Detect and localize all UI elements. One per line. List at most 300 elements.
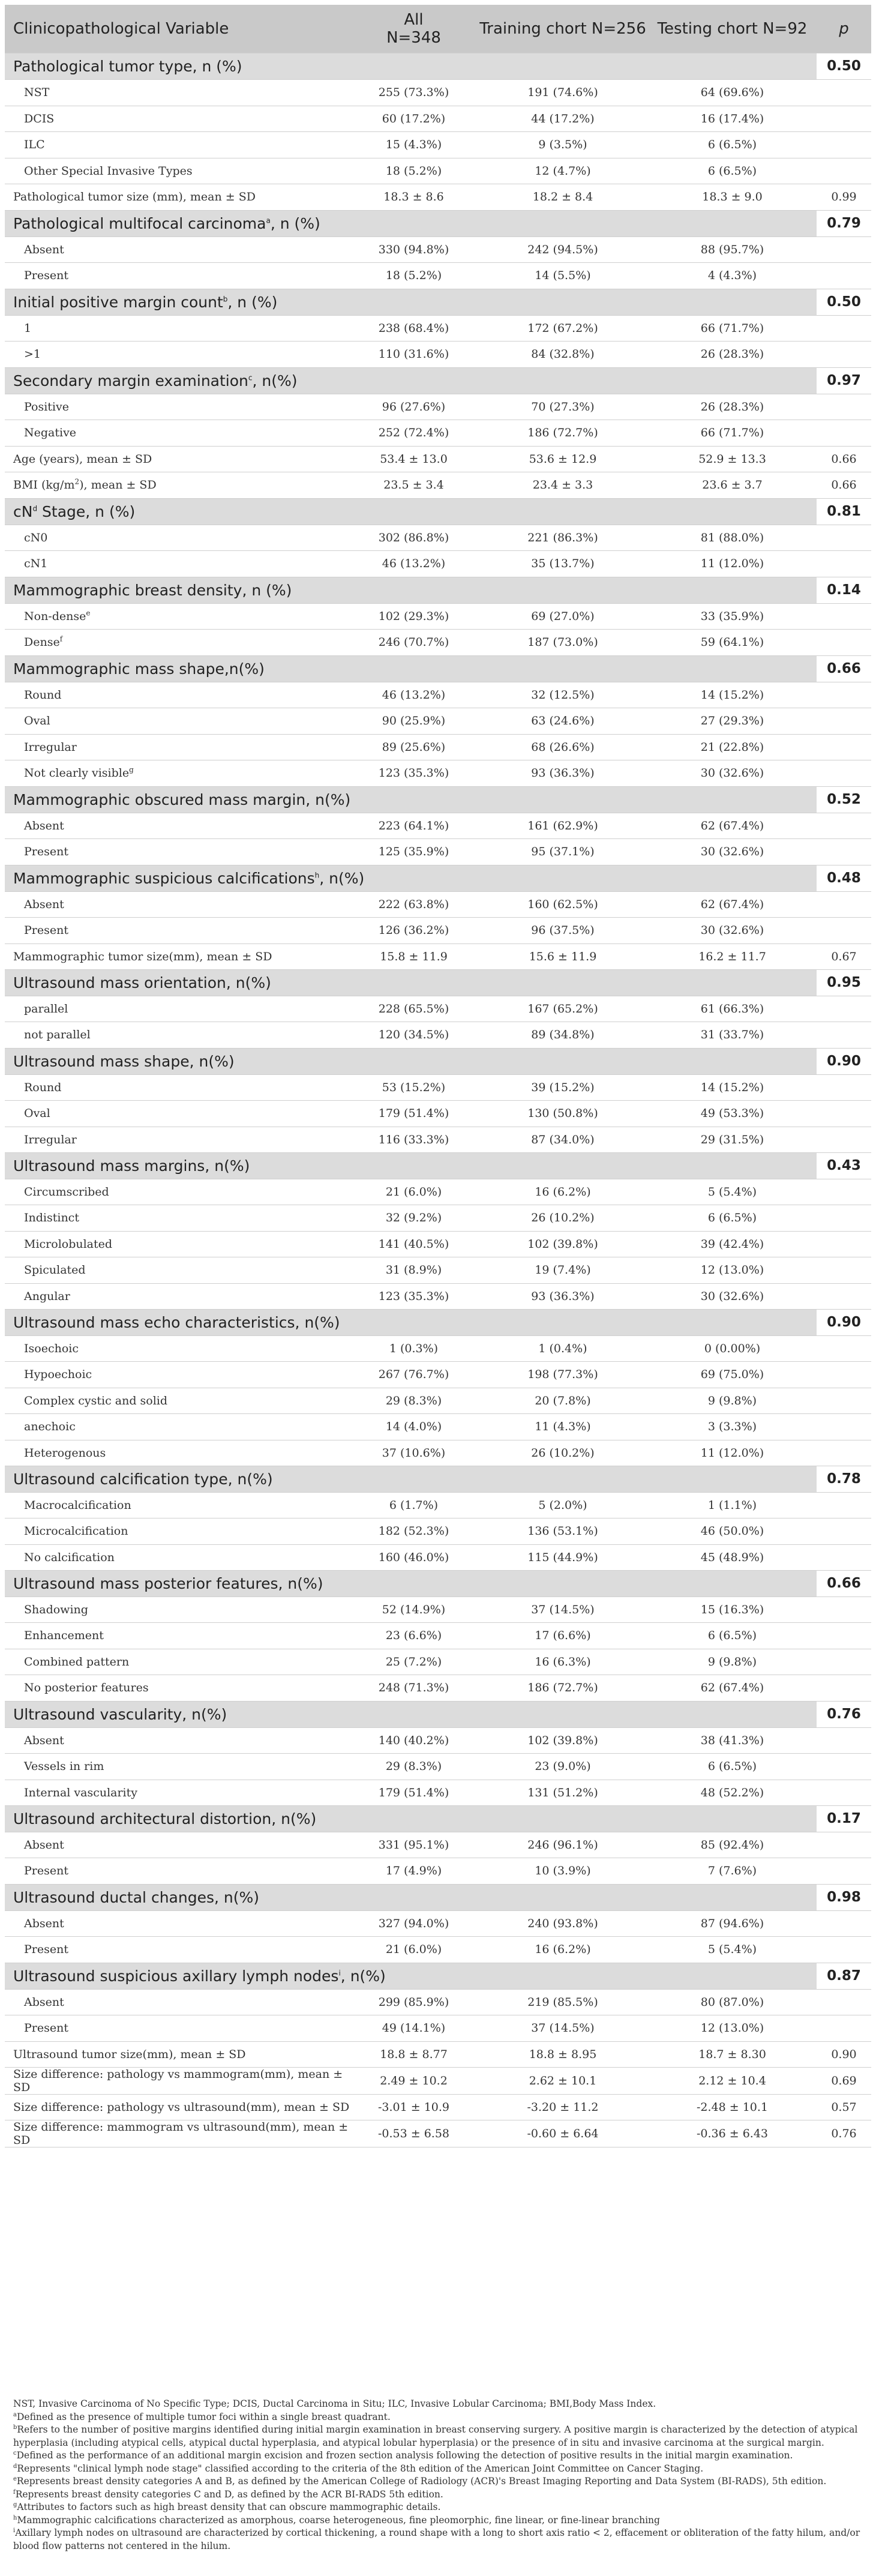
cell-training: 5 (2.0%) xyxy=(478,1492,648,1518)
cell-all: 18 (5.2%) xyxy=(350,158,478,184)
footnote xyxy=(13,2514,865,2527)
cell-testing: 59 (64.1%) xyxy=(648,629,817,655)
row-label-text: Enhancement xyxy=(24,1629,104,1642)
table-row xyxy=(5,1622,871,1649)
cell-training: 26 (10.2%) xyxy=(478,1440,648,1466)
table-row xyxy=(5,2041,871,2067)
table-row xyxy=(5,1910,871,1936)
cell-testing: 23.6 ± 3.7 xyxy=(648,472,817,498)
cell-all: 25 (7.2%) xyxy=(350,1649,478,1675)
p-value: 0.95 xyxy=(817,969,871,996)
cell-p xyxy=(817,1936,871,1963)
cell-training: 96 (37.5%) xyxy=(478,917,648,943)
cell-training: 89 (34.8%) xyxy=(478,1022,648,1048)
cell-training: 95 (37.1%) xyxy=(478,838,648,865)
table-row xyxy=(5,2094,871,2120)
cell-training: 20 (7.8%) xyxy=(478,1388,648,1413)
cell-all: 120 (34.5%) xyxy=(350,1022,478,1048)
cell-testing: 9 (9.8%) xyxy=(648,1388,817,1413)
table-row xyxy=(5,1074,871,1100)
cell-all: 53.4 ± 13.0 xyxy=(350,446,478,472)
cell-all: 53 (15.2%) xyxy=(350,1074,478,1100)
cell-testing: 16 (17.4%) xyxy=(648,106,817,131)
p-value: 0.52 xyxy=(817,786,871,813)
cell-training: 15.6 ± 11.9 xyxy=(478,943,648,969)
cell-testing: 33 (35.9%) xyxy=(648,603,817,629)
cell-training: 93 (36.3%) xyxy=(478,760,648,786)
row-label xyxy=(5,1100,350,1127)
p-value: 0.90 xyxy=(817,1048,871,1074)
row-label-text: Not clearly visible xyxy=(24,766,130,780)
row-label xyxy=(5,1649,350,1675)
table-row xyxy=(5,1492,871,1518)
row-label xyxy=(5,1544,350,1570)
footnote xyxy=(13,2488,865,2502)
section-label xyxy=(5,1309,817,1335)
table-row xyxy=(5,472,871,498)
cell-testing: 85 (92.4%) xyxy=(648,1832,817,1858)
cell-p xyxy=(817,1649,871,1675)
cell-all: 299 (85.9%) xyxy=(350,1989,478,2015)
cell-p xyxy=(817,1596,871,1622)
cell-p xyxy=(817,262,871,289)
section-label xyxy=(5,210,817,236)
table-row xyxy=(5,1858,871,1884)
row-label xyxy=(5,1910,350,1936)
cell-p xyxy=(817,1753,871,1780)
header-p: p xyxy=(817,5,871,53)
footnote-text: Represents breast density categories C and D, as defined by the ACR BI-RADS 5th edition. xyxy=(15,2488,443,2500)
row-label xyxy=(5,1361,350,1388)
cell-training: 102 (39.8%) xyxy=(478,1231,648,1257)
table-row xyxy=(5,1413,871,1440)
section-label-text: Mammographic suspicious calcifications xyxy=(13,869,315,887)
cell-training: 160 (62.5%) xyxy=(478,891,648,917)
section-label xyxy=(5,786,817,813)
cell-training: 131 (51.2%) xyxy=(478,1780,648,1805)
row-label-text: Heterogenous xyxy=(24,1446,106,1460)
cell-training: 10 (3.9%) xyxy=(478,1858,648,1884)
section-label xyxy=(5,1048,817,1074)
section-label xyxy=(5,1805,817,1832)
table-row xyxy=(5,420,871,446)
cell-training: 198 (77.3%) xyxy=(478,1361,648,1388)
cell-all: 248 (71.3%) xyxy=(350,1675,478,1701)
header-testing: Testing chort N=92 xyxy=(648,5,817,53)
table-row xyxy=(5,1832,871,1858)
cell-testing: 1 (1.1%) xyxy=(648,1492,817,1518)
row-label xyxy=(5,525,350,550)
footnote-marker: f xyxy=(13,2488,16,2496)
row-label-suffix: ), mean ± SD xyxy=(79,478,157,492)
footnote-text: Axillary lymph nodes on ultrasound are characterized by cortical thickening, a round shape with a long to short axis ratio < 2, effacement or obliteration of the fatty hilum, and/or blood flow patterns not centered in the hilum. xyxy=(13,2527,860,2551)
p-value: 0.97 xyxy=(817,367,871,394)
row-label-text: Absent xyxy=(24,1838,64,1852)
row-label-text: Ultrasound tumor size(mm), mean ± SD xyxy=(13,2047,246,2061)
cell-p xyxy=(817,1440,871,1466)
cell-testing: 0 (0.00%) xyxy=(648,1335,817,1361)
row-label-text: BMI (kg/m xyxy=(13,478,75,492)
cell-p: 0.99 xyxy=(817,184,871,210)
section-label-text: Ultrasound mass posterior features, n(%) xyxy=(13,1574,323,1592)
section-row xyxy=(5,1152,871,1179)
row-label xyxy=(5,472,350,498)
row-label-text: Absent xyxy=(24,819,64,832)
cell-training: 12 (4.7%) xyxy=(478,158,648,184)
row-label xyxy=(5,420,350,446)
row-label-text: Positive xyxy=(24,400,69,414)
row-label-text: No calcification xyxy=(24,1550,115,1564)
section-row xyxy=(5,865,871,891)
section-row xyxy=(5,1048,871,1074)
footnote xyxy=(13,2527,865,2553)
cell-testing: 11 (12.0%) xyxy=(648,1440,817,1466)
cell-all: -0.53 ± 6.58 xyxy=(350,2120,478,2147)
table-row xyxy=(5,1179,871,1205)
row-label xyxy=(5,131,350,158)
section-row xyxy=(5,1466,871,1492)
cell-all: 17 (4.9%) xyxy=(350,1858,478,1884)
cell-p xyxy=(817,1832,871,1858)
header-all xyxy=(350,5,478,53)
cell-all: 14 (4.0%) xyxy=(350,1413,478,1440)
cell-training: 9 (3.5%) xyxy=(478,131,648,158)
row-label xyxy=(5,1989,350,2015)
table-row xyxy=(5,550,871,577)
cell-p xyxy=(817,1231,871,1257)
row-label-text: Indistinct xyxy=(24,1211,79,1224)
cell-training: 69 (27.0%) xyxy=(478,603,648,629)
cell-training: 37 (14.5%) xyxy=(478,2015,648,2041)
section-label xyxy=(5,1701,817,1727)
cell-all: 31 (8.9%) xyxy=(350,1257,478,1283)
table-row xyxy=(5,1727,871,1753)
cell-p xyxy=(817,550,871,577)
row-label xyxy=(5,1205,350,1231)
row-label xyxy=(5,943,350,969)
cell-training: 219 (85.5%) xyxy=(478,1989,648,2015)
section-label xyxy=(5,1570,817,1596)
row-label-text: Present xyxy=(24,1864,68,1877)
cell-testing: 5 (5.4%) xyxy=(648,1179,817,1205)
cell-all: 179 (51.4%) xyxy=(350,1100,478,1127)
section-row xyxy=(5,969,871,996)
row-label-text: Vessels in rim xyxy=(24,1760,104,1773)
cell-all: 49 (14.1%) xyxy=(350,2015,478,2041)
table-row xyxy=(5,603,871,629)
cell-training: 18.8 ± 8.95 xyxy=(478,2041,648,2067)
cell-all: 21 (6.0%) xyxy=(350,1179,478,1205)
cell-all: 141 (40.5%) xyxy=(350,1231,478,1257)
cell-p: 0.69 xyxy=(817,2067,871,2094)
footnote-marker: d xyxy=(32,504,38,513)
row-label-text: Present xyxy=(24,1943,68,1956)
cell-testing: 88 (95.7%) xyxy=(648,236,817,262)
cell-testing: 26 (28.3%) xyxy=(648,394,817,420)
cell-p xyxy=(817,1492,871,1518)
p-value: 0.17 xyxy=(817,1805,871,1832)
row-label-text: Non-dense xyxy=(24,609,86,623)
section-row xyxy=(5,1701,871,1727)
cell-testing: 39 (42.4%) xyxy=(648,1231,817,1257)
row-label-text: Size difference: pathology vs ultrasound(mm), mean ± SD xyxy=(13,2100,350,2114)
footnote-marker: c xyxy=(13,2449,17,2457)
cell-testing: 16.2 ± 11.7 xyxy=(648,943,817,969)
cell-training: 115 (44.9%) xyxy=(478,1544,648,1570)
row-label xyxy=(5,2041,350,2067)
section-row xyxy=(5,498,871,525)
cell-p: 0.67 xyxy=(817,943,871,969)
table-row xyxy=(5,2015,871,2041)
row-label-text: Size difference: mammogram vs ultrasound(mm), mean ± SD xyxy=(13,2120,349,2147)
table-row xyxy=(5,838,871,865)
row-label xyxy=(5,603,350,629)
cell-all: -3.01 ± 10.9 xyxy=(350,2094,478,2120)
section-label xyxy=(5,367,817,394)
cell-training: 161 (62.9%) xyxy=(478,813,648,838)
footnote-marker: a xyxy=(266,216,271,225)
cell-p xyxy=(817,813,871,838)
row-label-text: Complex cystic and solid xyxy=(24,1394,168,1407)
row-label-text: Oval xyxy=(24,1107,50,1120)
cell-training: 11 (4.3%) xyxy=(478,1413,648,1440)
section-label xyxy=(5,655,817,682)
cell-testing: 30 (32.6%) xyxy=(648,760,817,786)
cell-training: 246 (96.1%) xyxy=(478,1832,648,1858)
row-label-text: Angular xyxy=(24,1289,70,1303)
cell-testing: 45 (48.9%) xyxy=(648,1544,817,1570)
section-label-text: Ultrasound mass shape, n(%) xyxy=(13,1052,235,1070)
table-row xyxy=(5,1518,871,1544)
cell-p xyxy=(817,1074,871,1100)
footnote-marker: e xyxy=(86,609,91,618)
cell-testing: 6 (6.5%) xyxy=(648,1205,817,1231)
row-label xyxy=(5,2015,350,2041)
section-label-suffix: , n(%) xyxy=(319,869,365,887)
cell-p xyxy=(817,158,871,184)
p-value: 0.50 xyxy=(817,53,871,79)
table-row xyxy=(5,629,871,655)
cell-testing: 6 (6.5%) xyxy=(648,1622,817,1649)
row-label xyxy=(5,79,350,106)
p-value: 0.14 xyxy=(817,577,871,603)
footnote-marker: h xyxy=(314,871,320,880)
table-row xyxy=(5,943,871,969)
cell-testing: 52.9 ± 13.3 xyxy=(648,446,817,472)
row-label xyxy=(5,1127,350,1152)
cell-training: -0.60 ± 6.64 xyxy=(478,2120,648,2147)
cell-training: 221 (86.3%) xyxy=(478,525,648,550)
table-row xyxy=(5,446,871,472)
cell-testing: 11 (12.0%) xyxy=(648,550,817,577)
cell-p xyxy=(817,996,871,1022)
footnote xyxy=(13,2424,865,2449)
table-row xyxy=(5,236,871,262)
row-label xyxy=(5,341,350,367)
table-row xyxy=(5,1388,871,1413)
table-row xyxy=(5,1335,871,1361)
table-row xyxy=(5,184,871,210)
row-label xyxy=(5,446,350,472)
row-label xyxy=(5,2094,350,2120)
row-label-text: Combined pattern xyxy=(24,1655,130,1669)
table-row xyxy=(5,106,871,131)
footnote-text: Represents breast density categories A and B, as defined by the American College of Radiology (ACR)'s Breast Imaging Reporting and Data System (BI-RADS), 5th edition. xyxy=(16,2476,827,2487)
section-label xyxy=(5,969,817,996)
cell-p: 0.57 xyxy=(817,2094,871,2120)
cell-training: 1 (0.4%) xyxy=(478,1335,648,1361)
table-row xyxy=(5,708,871,734)
section-label-text: Mammographic mass shape,n(%) xyxy=(13,660,265,678)
section-label-text: cN xyxy=(13,502,33,520)
cell-testing: 14 (15.2%) xyxy=(648,1074,817,1100)
cell-all: 222 (63.8%) xyxy=(350,891,478,917)
footnote xyxy=(13,2475,865,2488)
cell-p xyxy=(817,682,871,708)
row-label xyxy=(5,236,350,262)
cell-testing: 46 (50.0%) xyxy=(648,1518,817,1544)
cell-testing: 62 (67.4%) xyxy=(648,1675,817,1701)
row-label-text: Round xyxy=(24,688,62,702)
cell-testing: 80 (87.0%) xyxy=(648,1989,817,2015)
cell-p: 0.90 xyxy=(817,2041,871,2067)
row-label xyxy=(5,996,350,1022)
table-row xyxy=(5,1596,871,1622)
table-row xyxy=(5,1257,871,1283)
table-row xyxy=(5,1544,871,1570)
footnote-text: Defined as the performance of an additional margin excision and frozen section analysis following the detection of positive results in the initial margin examination. xyxy=(16,2450,793,2461)
cell-all: 331 (95.1%) xyxy=(350,1832,478,1858)
table-row xyxy=(5,813,871,838)
row-label xyxy=(5,158,350,184)
table-row xyxy=(5,1231,871,1257)
cell-p xyxy=(817,394,871,420)
table-row xyxy=(5,682,871,708)
cell-p xyxy=(817,1544,871,1570)
cell-p: 0.76 xyxy=(817,2120,871,2147)
section-label xyxy=(5,53,817,79)
row-label-text: Absent xyxy=(24,897,64,911)
table-row xyxy=(5,1361,871,1388)
row-label xyxy=(5,262,350,289)
cell-testing: 7 (7.6%) xyxy=(648,1858,817,1884)
cell-training: 84 (32.8%) xyxy=(478,341,648,367)
cell-training: 187 (73.0%) xyxy=(478,629,648,655)
cell-all: 228 (65.5%) xyxy=(350,996,478,1022)
row-label xyxy=(5,1832,350,1858)
cell-all: 15 (4.3%) xyxy=(350,131,478,158)
row-label xyxy=(5,1283,350,1309)
cell-p xyxy=(817,1205,871,1231)
footnote-marker: c xyxy=(248,373,253,382)
table-row xyxy=(5,891,871,917)
cell-all: 179 (51.4%) xyxy=(350,1780,478,1805)
row-label xyxy=(5,1257,350,1283)
footnote-marker: b xyxy=(223,295,228,304)
row-label xyxy=(5,1492,350,1518)
section-label xyxy=(5,289,817,315)
footnote-marker: f xyxy=(59,634,63,643)
cell-p xyxy=(817,236,871,262)
row-label xyxy=(5,1727,350,1753)
footnote xyxy=(13,2398,865,2411)
row-label xyxy=(5,760,350,786)
row-label xyxy=(5,708,350,734)
cell-p xyxy=(817,1727,871,1753)
row-label-text: Oval xyxy=(24,714,50,727)
cell-p xyxy=(817,1622,871,1649)
cell-all: 327 (94.0%) xyxy=(350,1910,478,1936)
row-label xyxy=(5,1780,350,1805)
cell-all: 90 (25.9%) xyxy=(350,708,478,734)
row-label xyxy=(5,2067,350,2094)
cell-p xyxy=(817,603,871,629)
footnote xyxy=(13,2411,865,2424)
cell-training: 87 (34.0%) xyxy=(478,1127,648,1152)
cell-all: 18 (5.2%) xyxy=(350,262,478,289)
cell-training: 136 (53.1%) xyxy=(478,1518,648,1544)
cell-p xyxy=(817,1257,871,1283)
section-row xyxy=(5,1570,871,1596)
cell-training: 16 (6.2%) xyxy=(478,1936,648,1963)
footnote-text: Mammographic calcifications characterized as amorphous, coarse heterogeneous, fine pleomorphic, fine linear, or fine-linear branching xyxy=(17,2514,660,2526)
row-label-text: Age (years), mean ± SD xyxy=(13,452,152,466)
cell-p xyxy=(817,79,871,106)
row-label-text: Absent xyxy=(24,1995,64,2009)
table-row xyxy=(5,2120,871,2147)
cell-p xyxy=(817,1179,871,1205)
cell-p xyxy=(817,1858,871,1884)
row-label xyxy=(5,1440,350,1466)
cell-testing: -2.48 ± 10.1 xyxy=(648,2094,817,2120)
cell-training: 26 (10.2%) xyxy=(478,1205,648,1231)
row-label-text: anechoic xyxy=(24,1420,76,1433)
cell-p xyxy=(817,838,871,865)
table-row xyxy=(5,1989,871,2015)
table-row xyxy=(5,1649,871,1675)
table-row xyxy=(5,1127,871,1152)
section-label-text: Ultrasound architectural distortion, n(%) xyxy=(13,1810,317,1828)
cell-all: 252 (72.4%) xyxy=(350,420,478,446)
cell-all: 238 (68.4%) xyxy=(350,315,478,341)
row-label-text: Absent xyxy=(24,1916,64,1930)
cell-all: 18.8 ± 8.77 xyxy=(350,2041,478,2067)
section-row xyxy=(5,1309,871,1335)
cell-p: 0.66 xyxy=(817,472,871,498)
cell-training: 186 (72.7%) xyxy=(478,1675,648,1701)
cell-testing: 48 (52.2%) xyxy=(648,1780,817,1805)
cell-testing: 12 (13.0%) xyxy=(648,1257,817,1283)
cell-training: 240 (93.8%) xyxy=(478,1910,648,1936)
cell-testing: 27 (29.3%) xyxy=(648,708,817,734)
row-label-text: Dense xyxy=(24,636,60,649)
row-label-text: Absent xyxy=(24,242,64,256)
cell-training: 2.62 ± 10.1 xyxy=(478,2067,648,2094)
row-label-text: DCIS xyxy=(24,112,55,125)
footnote-text: Refers to the number of positive margins identified during initial margin examination in breast conserving surgery. A positive margin is characterized by the detection of atypical hyperplasia (including atypical cells, atypical ductal hyperplasia, and atypical lobular hyperplasia) or the presence of in situ and invasive carcinoma at the surgical margin. xyxy=(13,2424,858,2448)
table-body xyxy=(5,53,871,2147)
cell-testing: 6 (6.5%) xyxy=(648,1753,817,1780)
section-label-text: Mammographic obscured mass margin, n(%) xyxy=(13,790,351,808)
cell-testing: 64 (69.6%) xyxy=(648,79,817,106)
cell-p xyxy=(817,891,871,917)
row-label xyxy=(5,1936,350,1963)
cell-testing: 3 (3.3%) xyxy=(648,1413,817,1440)
cell-training: 16 (6.3%) xyxy=(478,1649,648,1675)
table-row xyxy=(5,79,871,106)
row-label-text: Microlobulated xyxy=(24,1237,113,1251)
section-label-text: Ultrasound mass echo characteristics, n(%) xyxy=(13,1313,340,1331)
